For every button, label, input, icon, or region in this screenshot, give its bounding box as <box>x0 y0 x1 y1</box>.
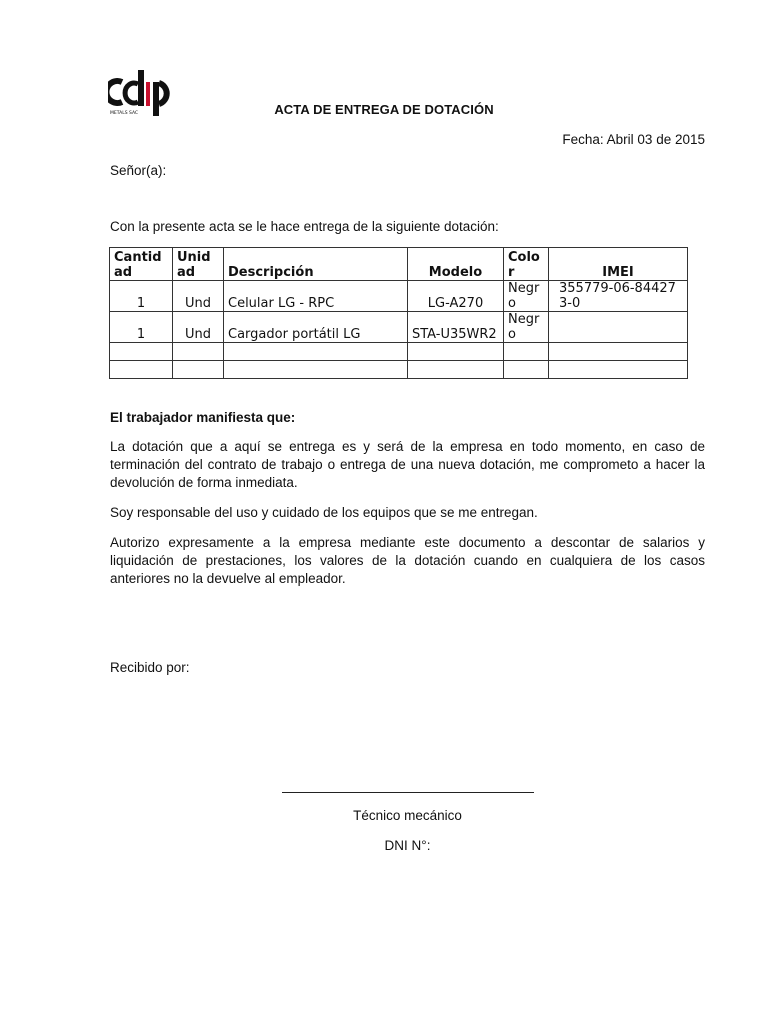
logo-text: METALS SAC <box>110 111 139 116</box>
signer-role: Técnico mecánico <box>353 808 462 823</box>
equipment-table <box>109 247 688 379</box>
cell-empty <box>549 343 688 361</box>
cell-empty <box>549 361 688 379</box>
cell-imei <box>549 312 688 343</box>
cell-unidad: Und <box>173 281 224 312</box>
worker-heading: El trabajador manifiesta que: <box>110 410 296 425</box>
cell-unidad: Und <box>173 312 224 343</box>
cell-empty <box>408 343 504 361</box>
cell-cantidad: 1 <box>110 312 173 343</box>
cell-empty <box>504 343 549 361</box>
cell-empty <box>110 343 173 361</box>
document-title: ACTA DE ENTREGA DE DOTACIÓN <box>274 102 494 117</box>
cell-empty <box>173 361 224 379</box>
header-cantidad: Cantidad <box>110 248 173 281</box>
cell-modelo: LG-A270 <box>408 281 504 312</box>
header-descripcion: Descripción <box>224 248 408 281</box>
cell-descripcion: Celular LG - RPC <box>224 281 408 312</box>
dni-label: DNI N°: <box>384 838 431 853</box>
signature-line <box>282 792 534 793</box>
cell-imei: 355779-06-844273-0 <box>549 281 688 312</box>
intro-text: Con la presente acta se le hace entrega de la siguiente dotación: <box>110 219 499 234</box>
cell-empty <box>173 343 224 361</box>
document-date: Fecha: Abril 03 de 2015 <box>562 132 705 147</box>
cell-empty <box>504 361 549 379</box>
cell-color: Negro <box>504 312 549 343</box>
table-row <box>110 312 688 343</box>
cell-cantidad: 1 <box>110 281 173 312</box>
table-header-row <box>110 248 688 281</box>
cell-modelo: STA-U35WR2 <box>408 312 504 343</box>
paragraph-3: Autorizo expresamente a la empresa mediante este documento a descontar de salarios y liquidación de prestaciones, los valores de la dotación cuando en cualquiera de los casos anteriores no la devuelve al empleador. <box>110 535 705 586</box>
table-row <box>110 343 688 361</box>
paragraph-2: Soy responsable del uso y cuidado de los equipos que se me entregan. <box>110 505 538 520</box>
table-row <box>110 281 688 312</box>
paragraph-1: La dotación que a aquí se entrega es y será de la empresa en todo momento, en caso de terminación del contrato de trabajo o entrega de una nueva dotación, me comprometo a hacer la devolución de forma inmediata. <box>110 439 705 490</box>
salutation: Señor(a): <box>110 163 167 178</box>
cell-descripcion: Cargador portátil LG <box>224 312 408 343</box>
header-unidad: Unidad <box>173 248 224 281</box>
received-by-label: Recibido por: <box>110 660 190 675</box>
header-color: Color <box>504 248 549 281</box>
cell-color: Negro <box>504 281 549 312</box>
header-modelo: Modelo <box>408 248 504 281</box>
table-row <box>110 361 688 379</box>
cell-empty <box>224 343 408 361</box>
header-imei: IMEI <box>549 248 688 281</box>
cell-empty <box>408 361 504 379</box>
cell-empty <box>110 361 173 379</box>
cell-empty <box>224 361 408 379</box>
